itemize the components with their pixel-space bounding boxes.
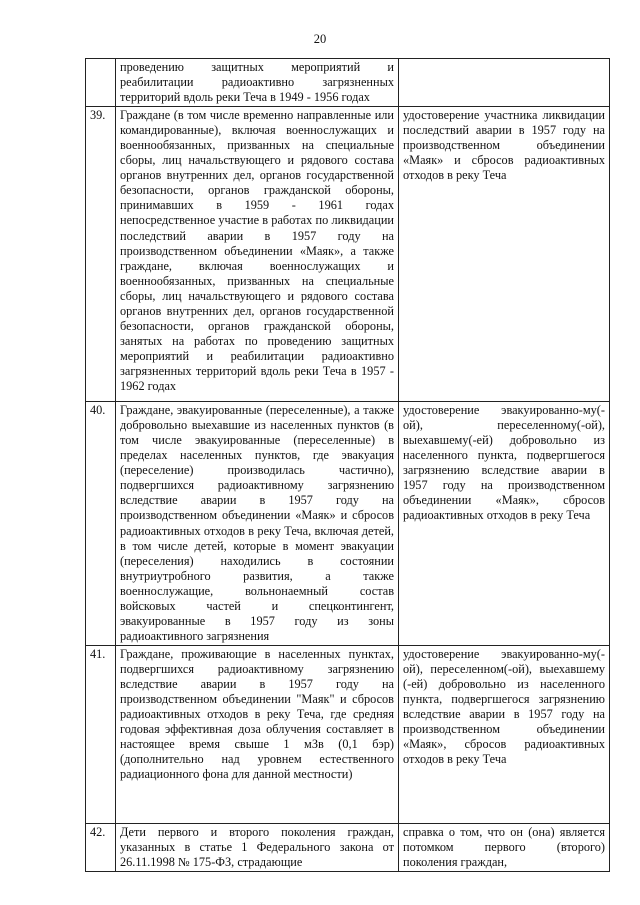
row-document: справка о том, что он (она) является потомком первого (второго) поколения граждан, [399, 823, 610, 871]
row-description: Дети первого и второго поколения граждан, указанных в статье 1 Федерального закона от 26.11.1998 № 175-ФЗ, страдающие [116, 823, 399, 871]
row-number: 39. [86, 107, 116, 402]
table-row [86, 823, 610, 871]
row-document: удостоверение эвакуированно-му(-ой), переселенному(-ой), выехавшему(-ей) добровольно из населенного пункта, подвергшегося загрязнению вследствие аварии в 1957 году на производственном объединении «Маяк», сбросов радиоактивных отходов в реку Теча [399, 402, 610, 646]
row-description: Граждане, эвакуированные (переселенные), а также добровольно выехавшие из населенных пунктов (в том числе эвакуированные (переселенные) в пределах населенных пунктов, где эвакуация (переселение) производилась частично), подвергшихся радиоактивному загрязнению вследствие аварии в 1957 году на производственном объединении «Маяк» и сбросов радиоактивных отходов в реку Теча, включая детей, в том числе детей, которые в момент эвакуации (переселения) находились в состоянии внутриутробного развития, а также военнослужащие, вольнонаемный состав войсковых частей и спецконтингент, эвакуированные в 1957 году из зоны радиоактивного загрязнения [116, 402, 399, 646]
row-description: Граждане (в том числе временно направленные или командированные), включая военнослужащих и военнообязанных, призванных на специальные сборы, лиц начальствующего и рядового состава органов внутренних дел, органов государственной безопасности, органов гражданской обороны, принимавших в 1959 - 1961 годах непосредственное участие в работах по ликвидации последствий аварии в 1957 году на производственном объединении «Маяк», а также граждане, включая военнослужащих и военнообязанных, призванных на специальные сборы, лиц начальствующего и рядового состава органов внутренних дел, органов государственной безопасности, органов гражданской обороны, занятых на работах по проведению защитных мероприятий и реабилитации радиоактивно загрязненных территорий вдоль реки Теча в 1957 - 1962 годах [116, 107, 399, 402]
table-row [86, 59, 610, 107]
page-number: 20 [313, 32, 327, 46]
row-description: Граждане, проживающие в населенных пунктах, подвергшихся радиоактивному загрязнению вследствие аварии в 1957 году на производственном объединении "Маяк" и сбросов радиоактивных отходов в реку Теча, где средняя годовая эффективная доза облучения составляет в настоящее время свыше 1 мЗв (0,1 бэр) (дополнительно над уровнем естественного радиационного фона для данной местности) [116, 645, 399, 823]
table-row [86, 107, 610, 402]
row-description: проведению защитных мероприятий и реабилитации радиоактивно загрязненных территорий вдоль реки Теча в 1949 - 1956 годах [116, 59, 399, 107]
row-number: 40. [86, 402, 116, 646]
row-number: 41. [86, 645, 116, 823]
row-number: 42. [86, 823, 116, 871]
benefits-table [85, 58, 610, 872]
row-document [399, 59, 610, 107]
table-row [86, 402, 610, 646]
table-row [86, 645, 610, 823]
row-number [86, 59, 116, 107]
row-document: удостоверение эвакуированно-му(-ой), переселенном(-ой), выехавшему (-ей) добровольно из населенного пункта, подвергшегося загрязнению вследствие аварии в 1957 году на производственном объединении «Маяк», сбросов радиоактивных отходов в реку Теча [399, 645, 610, 823]
row-document: удостоверение участника ликвидации последствий аварии в 1957 году на производственном объединении «Маяк» и сбросов радиоактивных отходов в реку Теча [399, 107, 610, 402]
